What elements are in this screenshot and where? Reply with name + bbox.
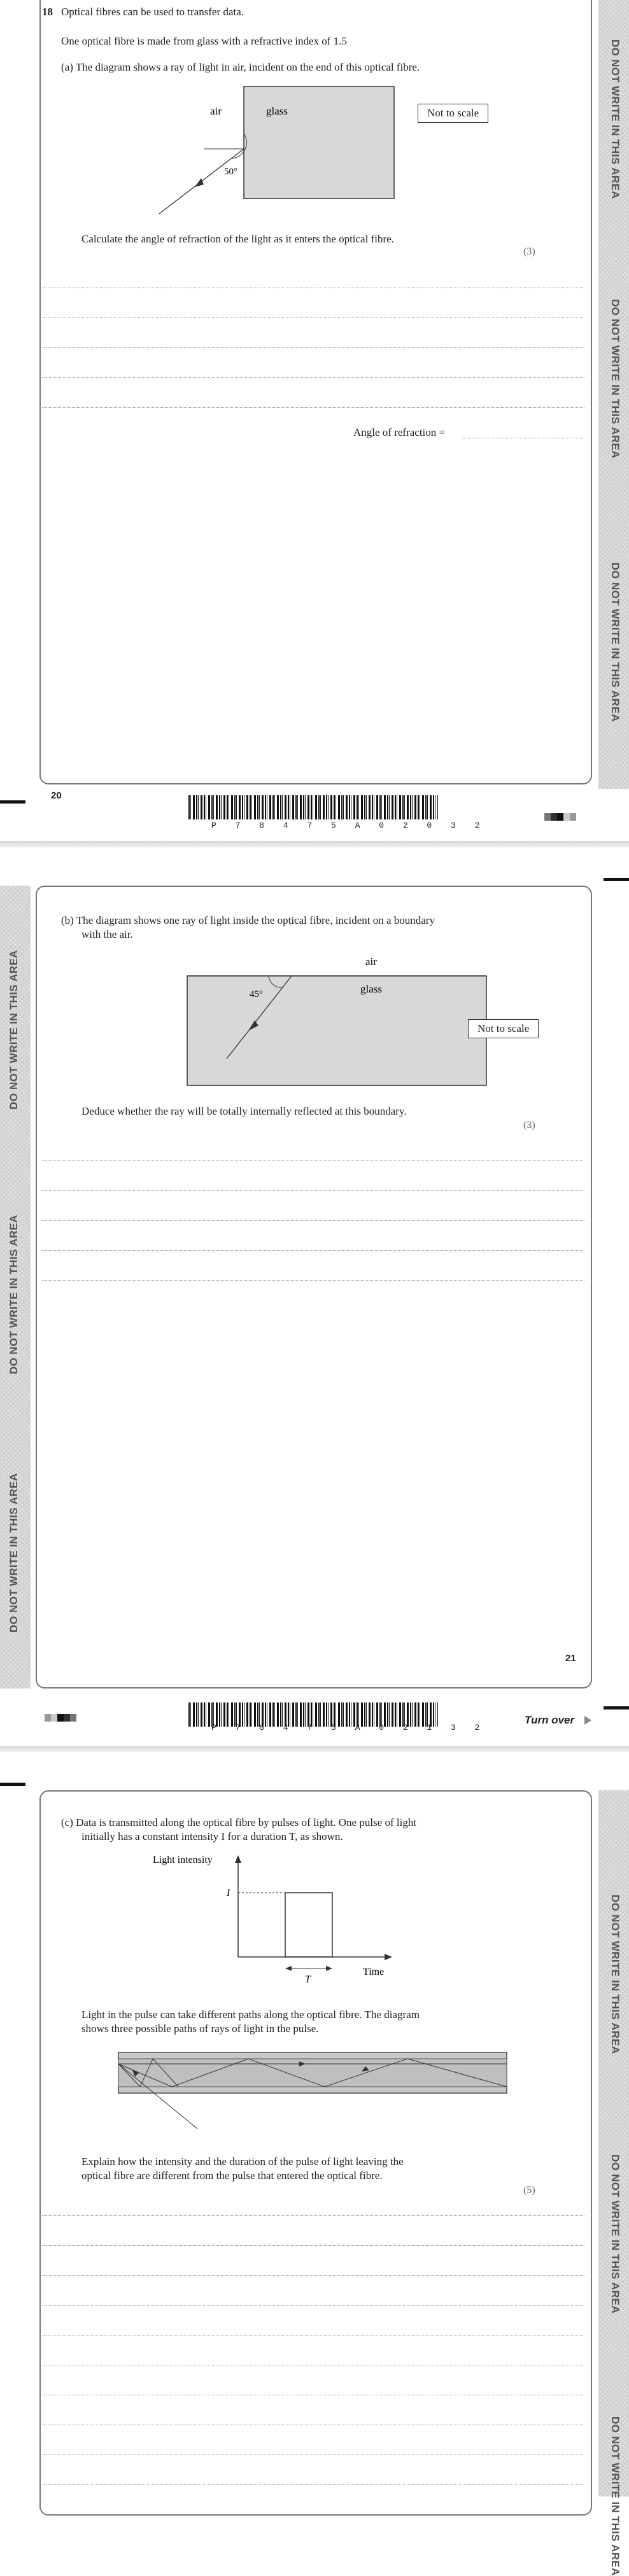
page-number: 21	[565, 1653, 576, 1664]
answer-line[interactable]	[42, 347, 584, 348]
answer-line[interactable]	[42, 2484, 584, 2485]
part-c-text-2: initially has a constant intensity I for a duration T, as shown.	[81, 1830, 343, 1842]
page-separator	[0, 1746, 629, 1752]
answer-line[interactable]	[42, 1190, 584, 1191]
glass-region	[187, 976, 486, 1085]
page-edge-mark	[0, 800, 25, 804]
glass-label: glass	[360, 983, 382, 995]
turn-over-label: Turn over	[525, 1714, 575, 1726]
answer-label: Angle of refraction =	[353, 426, 446, 438]
pulse-bar	[285, 1893, 332, 1957]
angle-label: 50°	[224, 167, 237, 177]
page-edge-mark	[604, 878, 629, 881]
angle-label: 45°	[250, 989, 263, 999]
not-to-scale-label: Not to scale	[418, 104, 488, 123]
x-axis-arrowhead	[385, 1954, 392, 1960]
no-write-label: DO NOT WRITE IN THIS AREA	[609, 2154, 621, 2314]
page-20	[0, 0, 629, 840]
fibre-paths-diagram	[115, 2046, 516, 2141]
air-label: air	[365, 956, 377, 968]
registration-blocks	[544, 813, 576, 821]
barcode-text: P 7 8 4 7 5 A 0 2 1 3 2	[211, 1723, 487, 1732]
question-intro-2: One optical fibre is made from glass with a refractive index of 1.5	[61, 35, 347, 47]
instruction-text: Calculate the angle of refraction of the light as it enters the optical fibre.	[81, 233, 394, 245]
answer-line[interactable]	[42, 1250, 584, 1251]
answer-line[interactable]	[42, 377, 584, 378]
glass-label: glass	[266, 105, 288, 117]
instruction-text-1: Explain how the intensity and the duration of the pulse of light leaving the	[81, 2155, 404, 2168]
duration-arrowhead-right	[326, 1966, 332, 1971]
question-intro: Optical fibres can be used to transfer data.	[61, 6, 244, 18]
paths-text-1: Light in the pulse can take different paths along the optical fibre. The diagram	[81, 2009, 420, 2021]
page-number: 20	[51, 790, 62, 801]
boundary-diagram	[185, 950, 490, 1116]
pulse-graph	[146, 1849, 414, 1995]
no-write-label: DO NOT WRITE IN THIS AREA	[8, 1215, 20, 1374]
barcode-text: P 7 8 4 7 5 A 0 2 0 3 2	[211, 821, 487, 830]
question-number: 18	[42, 6, 53, 18]
answer-line[interactable]	[42, 2335, 584, 2336]
answer-line[interactable]	[42, 1160, 584, 1161]
instruction-text-2: optical fibre are different from the pulse that entered the optical fibre.	[81, 2169, 383, 2182]
barcode	[188, 795, 438, 819]
answer-line[interactable]	[42, 317, 584, 318]
page-22	[0, 1753, 629, 2576]
page-edge-mark	[604, 1706, 629, 1709]
duration-arrowhead-left	[285, 1966, 292, 1971]
glass-block	[244, 87, 394, 198]
refraction-diagram	[140, 83, 407, 223]
part-a-text: (a) The diagram shows a ray of light in air, incident on the end of this optical fibre.	[61, 61, 420, 73]
y-axis-arrowhead	[235, 1855, 241, 1863]
marks-label: (3)	[523, 246, 535, 257]
page-21	[0, 849, 629, 1746]
part-c-text-1: (c) Data is transmitted along the optical fibre by pulses of light. One pulse of light	[61, 1816, 417, 1828]
answer-line[interactable]	[42, 2305, 584, 2306]
instruction-text: Deduce whether the ray will be totally internally reflected at this boundary.	[81, 1105, 407, 1117]
answer-line[interactable]	[42, 1280, 584, 1281]
no-write-label: DO NOT WRITE IN THIS AREA	[609, 299, 621, 459]
answer-line[interactable]	[42, 2215, 584, 2216]
no-write-label: DO NOT WRITE IN THIS AREA	[609, 562, 621, 722]
part-b-text-2: with the air.	[81, 928, 133, 940]
graph-i-label: I	[227, 1888, 230, 1898]
answer-line[interactable]	[42, 2245, 584, 2246]
answer-line[interactable]	[42, 2454, 584, 2455]
paths-text-2: shows three possible paths of rays of light in the pulse.	[81, 2023, 319, 2035]
answer-line[interactable]	[42, 407, 584, 408]
graph-ylabel: Light intensity	[153, 1855, 213, 1865]
turn-over-arrow-icon	[584, 1716, 591, 1725]
answer-line[interactable]	[42, 2275, 584, 2276]
page-edge-mark	[0, 1783, 25, 1786]
page-separator	[0, 841, 629, 847]
no-write-label: DO NOT WRITE IN THIS AREA	[609, 2416, 621, 2576]
ray-arrowhead	[195, 178, 204, 187]
registration-blocks	[45, 1714, 76, 1722]
no-write-label: DO NOT WRITE IN THIS AREA	[8, 1473, 20, 1633]
part-b-text-1: (b) The diagram shows one ray of light inside the optical fibre, incident on a boundary	[61, 914, 435, 926]
answer-line[interactable]	[42, 1220, 584, 1221]
no-write-label: DO NOT WRITE IN THIS AREA	[609, 1895, 621, 2054]
not-to-scale-label: Not to scale	[468, 1019, 539, 1038]
no-write-label: DO NOT WRITE IN THIS AREA	[609, 39, 621, 199]
graph-xlabel: Time	[363, 1967, 385, 1977]
air-label: air	[210, 105, 222, 117]
marks-label: (5)	[523, 2185, 535, 2196]
graph-t-label: T	[305, 1974, 311, 1985]
no-write-label: DO NOT WRITE IN THIS AREA	[8, 950, 20, 1110]
marks-label: (3)	[523, 1120, 535, 1131]
